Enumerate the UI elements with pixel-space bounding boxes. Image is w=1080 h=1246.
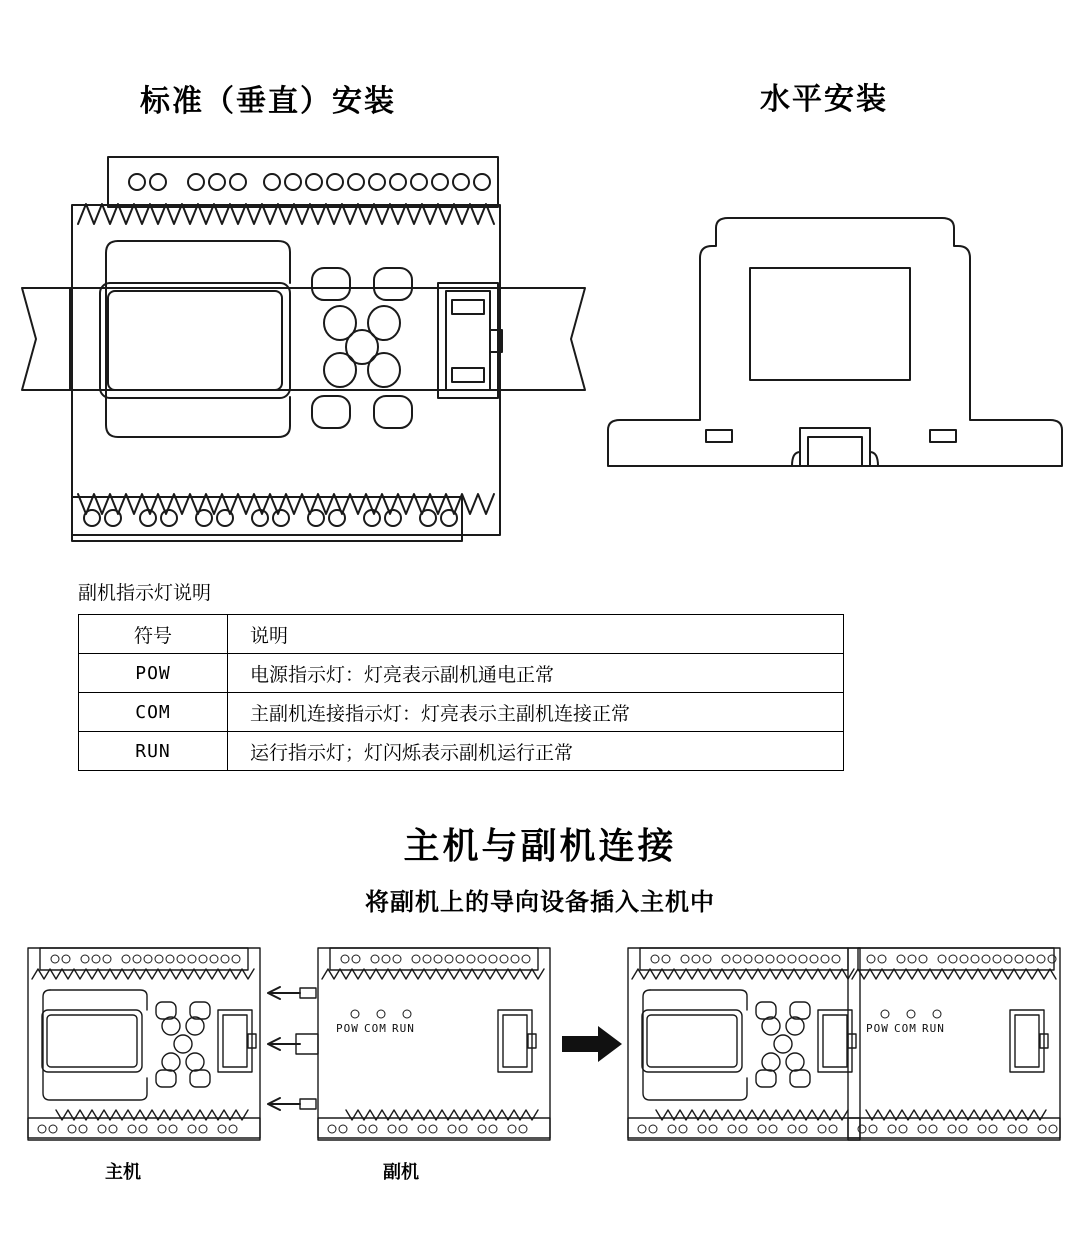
caption-host: 主机 bbox=[105, 1162, 141, 1182]
connection-section-title: 主机与副机连接 bbox=[403, 825, 677, 866]
table-row bbox=[79, 654, 844, 693]
connection-section-subtitle: 将副机上的导向设备插入主机中 bbox=[365, 889, 715, 916]
column-header-symbol: 符号 bbox=[79, 615, 228, 654]
indicator-legend-table bbox=[78, 614, 844, 771]
heading-vertical-mount: 标准（垂直）安装 bbox=[140, 85, 396, 118]
process-arrow bbox=[562, 1026, 622, 1062]
vertical-mount-drawing bbox=[22, 157, 585, 541]
guide-pins bbox=[296, 988, 318, 1109]
led-label-pow-left: POW bbox=[336, 1022, 359, 1035]
host-unit-right bbox=[628, 948, 860, 1140]
slave-unit bbox=[318, 948, 550, 1140]
connection-diagram bbox=[28, 948, 1060, 1140]
insert-arrows bbox=[268, 987, 300, 1110]
table-header-row bbox=[79, 615, 844, 654]
legend-caption: 副机指示灯说明 bbox=[78, 583, 212, 604]
legend-symbol-run: RUN bbox=[79, 732, 228, 771]
top-terminal-screws bbox=[129, 174, 490, 190]
column-header-description: 说明 bbox=[228, 615, 844, 654]
legend-symbol-com: COM bbox=[79, 693, 228, 732]
legend-desc-pow: 电源指示灯：灯亮表示副机通电正常 bbox=[228, 654, 844, 693]
led-label-run-right: RUN bbox=[922, 1022, 945, 1035]
legend-desc-com: 主副机连接指示灯：灯亮表示主副机连接正常 bbox=[228, 693, 844, 732]
host-unit-left bbox=[28, 948, 260, 1140]
legend-symbol-pow: POW bbox=[79, 654, 228, 693]
led-label-com-right: COM bbox=[894, 1022, 917, 1035]
heading-horizontal-mount: 水平安装 bbox=[760, 83, 888, 116]
table-row bbox=[79, 693, 844, 732]
led-label-run-left: RUN bbox=[392, 1022, 415, 1035]
caption-slave: 副机 bbox=[383, 1162, 419, 1182]
led-label-pow-right: POW bbox=[866, 1022, 889, 1035]
horizontal-mount-drawing bbox=[608, 218, 1062, 466]
bottom-terminal-screws bbox=[84, 510, 457, 526]
table-row bbox=[79, 732, 844, 771]
legend-desc-run: 运行指示灯；灯闪烁表示副机运行正常 bbox=[228, 732, 844, 771]
slave-unit-attached bbox=[848, 948, 1060, 1140]
led-label-com-left: COM bbox=[364, 1022, 387, 1035]
